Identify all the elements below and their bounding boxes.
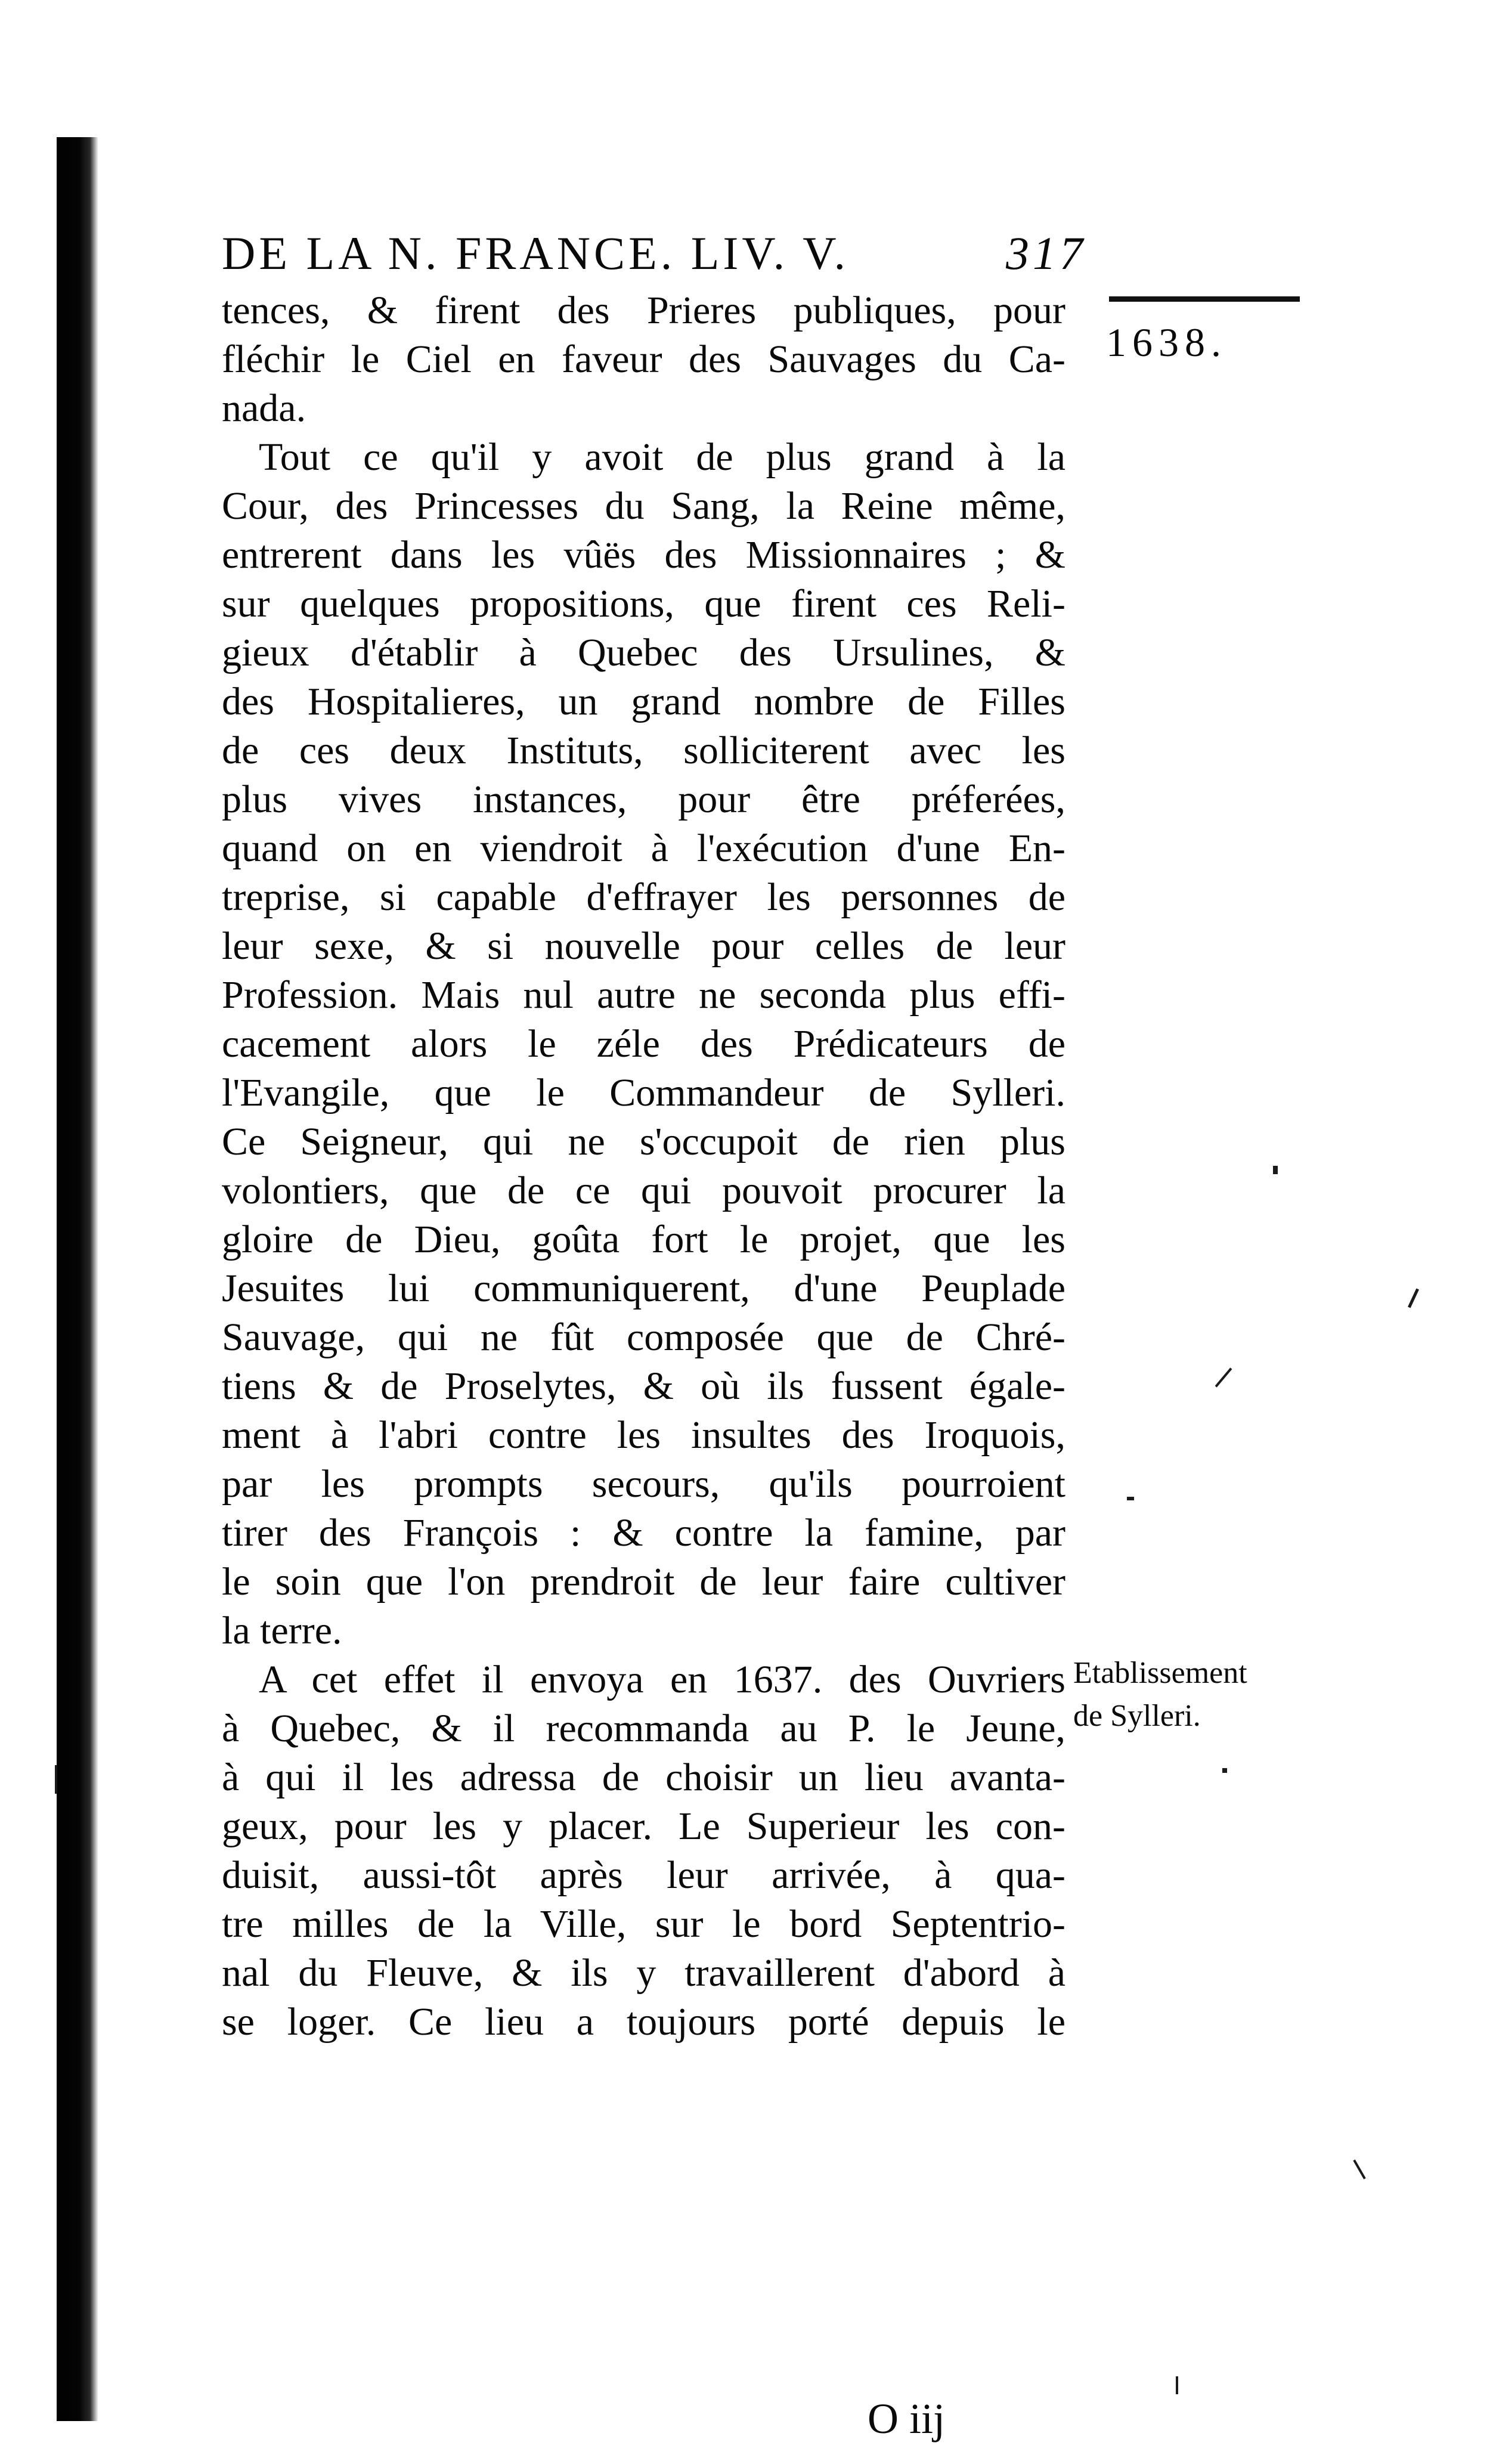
text-line: Profession. Mais nul autre ne seconda plus effi- — [222, 973, 1065, 1017]
margin-note-line: de Sylleri. — [1073, 1699, 1201, 1733]
body-text — [222, 286, 1065, 2047]
text-line: entrerent dans les vûës des Missionnaires ; & — [222, 533, 1065, 577]
text-line: treprise, si capable d'effrayer les personnes de — [222, 875, 1065, 919]
text-line: tences, & firent des Prieres publiques, pour — [222, 289, 1065, 332]
text-line: Cour, des Princesses du Sang, la Reine même, — [222, 484, 1065, 528]
running-head — [222, 227, 1086, 292]
text-line: A cet effet il envoya en 1637. des Ouvriers — [259, 1658, 1065, 1701]
text-line: ment à l'abri contre les insultes des Iroquois, — [222, 1413, 1065, 1457]
text-line: tiens & de Proselytes, & où ils fussent égale- — [222, 1364, 1065, 1408]
text-line: Tout ce qu'il y avoit de plus grand à la — [259, 435, 1065, 479]
ink-speck — [1273, 1166, 1278, 1174]
text-line: Ce Seigneur, qui ne s'occupoit de rien plus — [222, 1120, 1065, 1163]
ink-speck — [55, 1765, 57, 1794]
text-line: sur quelques propositions, que firent ces Reli- — [222, 582, 1065, 626]
margin-note — [1073, 1652, 1247, 1738]
text-line: tirer des François : & contre la famine, par — [222, 1511, 1065, 1555]
text-line: par les prompts secours, qu'ils pourroient — [222, 1462, 1065, 1506]
ink-speck — [1215, 1367, 1232, 1387]
page-number: 317 — [1006, 227, 1086, 279]
binding-shadow — [57, 137, 98, 2421]
text-line: leur sexe, & si nouvelle pour celles de leur — [222, 924, 1065, 968]
text-line: cacement alors le zéle des Prédicateurs de — [222, 1022, 1065, 1066]
ink-speck — [1353, 2159, 1365, 2179]
text-line: l'Evangile, que le Commandeur de Sylleri. — [222, 1071, 1065, 1115]
ink-speck — [1176, 2376, 1178, 2394]
text-line: se loger. Ce lieu a toujours porté depuis le — [222, 2000, 1065, 2044]
text-line: le soin que l'on prendroit de leur faire cultiver — [222, 1560, 1065, 1604]
text-line: des Hospitalieres, un grand nombre de Filles — [222, 680, 1065, 723]
text-line: volontiers, que de ce qui pouvoit procurer la — [222, 1169, 1065, 1212]
text-line: gieux d'établir à Quebec des Ursulines, & — [222, 631, 1065, 674]
text-line: gloire de Dieu, goûta fort le projet, que les — [222, 1218, 1065, 1261]
text-line: à qui il les adressa de choisir un lieu avanta- — [222, 1756, 1065, 1799]
text-line: Jesuites lui communiquerent, d'une Peuplade — [222, 1267, 1065, 1310]
text-line: duisit, aussi-tôt après leur arrivée, à qua- — [222, 1853, 1065, 1897]
text-line: à Quebec, & il recommanda au P. le Jeune, — [222, 1707, 1065, 1750]
text-line: nada. — [222, 386, 306, 430]
text-line: Sauvage, qui ne fût composée que de Chré- — [222, 1315, 1065, 1359]
margin-rule — [1109, 296, 1300, 302]
text-line: la terre. — [222, 1609, 342, 1652]
ink-speck — [1127, 1497, 1134, 1500]
ink-speck — [1222, 1768, 1227, 1773]
running-head-title: DE LA N. FRANCE. LIV. V. — [222, 227, 849, 279]
text-line: nal du Fleuve, & ils y travaillerent d'abord à — [222, 1951, 1065, 1995]
margin-note-line: Etablissement — [1073, 1656, 1247, 1690]
text-line: geux, pour les y placer. Le Superieur les con- — [222, 1804, 1065, 1848]
text-line: fléchir le Ciel en faveur des Sauvages du Ca- — [222, 338, 1065, 381]
text-line: tre milles de la Ville, sur le bord Septentrio- — [222, 1902, 1065, 1946]
ink-speck — [1408, 1289, 1419, 1308]
signature-mark: O iij — [868, 2395, 946, 2443]
text-line: plus vives instances, pour être préferées, — [222, 778, 1065, 821]
text-line: de ces deux Instituts, solliciterent avec les — [222, 729, 1065, 772]
margin-year: 1638. — [1106, 320, 1227, 365]
text-line: quand on en viendroit à l'exécution d'une En- — [222, 827, 1065, 870]
